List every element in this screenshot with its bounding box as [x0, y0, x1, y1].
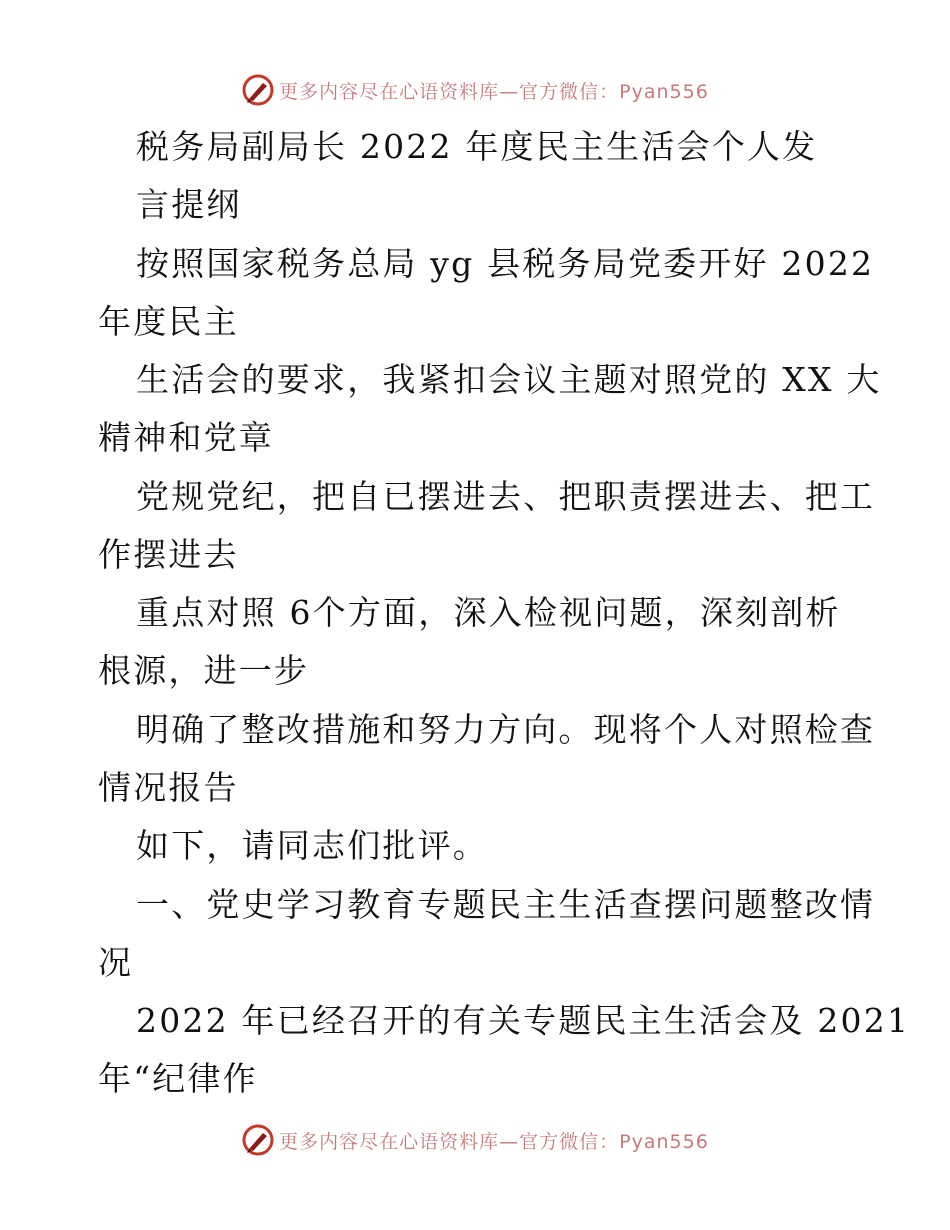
- paragraph-line: 生活会的要求，我紧扣会议主题对照党的 XX 大: [136, 360, 882, 399]
- paragraph-line: 年“纪律作: [98, 1059, 258, 1098]
- pen-circle-logo-icon: [241, 1123, 275, 1157]
- header-watermark: [0, 70, 950, 110]
- paragraph-line: 党规党纪，把自已摆进去、把职责摆进去、把工: [136, 477, 876, 516]
- paragraph-line: 2022 年已经召开的有关专题民主生活会及 2021: [136, 1001, 911, 1040]
- paragraph-line: 明确了整改措施和努力方向。现将个人对照检查: [136, 710, 876, 749]
- paragraph-line: 精神和党章: [98, 418, 274, 457]
- paragraph-line: 年度民主: [98, 302, 239, 341]
- title-line-1: 税务局副局长 2022 年度民主生活会个人发: [136, 127, 818, 166]
- paragraph-line: 按照国家税务总局 yg 县税务局党委开好 2022: [136, 244, 875, 283]
- paragraph-line: 根源，进一步: [98, 651, 310, 690]
- paragraph-line: 重点对照 6个方面，深入检视问题，深刻剖析: [136, 593, 841, 632]
- watermark-text: 更多内容尽在心语资料库—官方微信：Pyan556: [279, 80, 709, 103]
- paragraph-line: 如下，请同志们批评。: [136, 826, 488, 865]
- section-heading-line: 一、党史学习教育专题民主生活查摆问题整改情: [136, 885, 876, 924]
- pen-circle-logo-icon: [241, 73, 275, 107]
- paragraph-line: 情况报告: [98, 768, 239, 807]
- watermark-text: 更多内容尽在心语资料库—官方微信：Pyan556: [279, 1130, 709, 1153]
- paragraph-line: 作摆进去: [98, 535, 239, 574]
- section-heading-line: 况: [98, 943, 134, 982]
- title-line-2: 言提纲: [136, 185, 242, 224]
- footer-watermark: [0, 1120, 950, 1160]
